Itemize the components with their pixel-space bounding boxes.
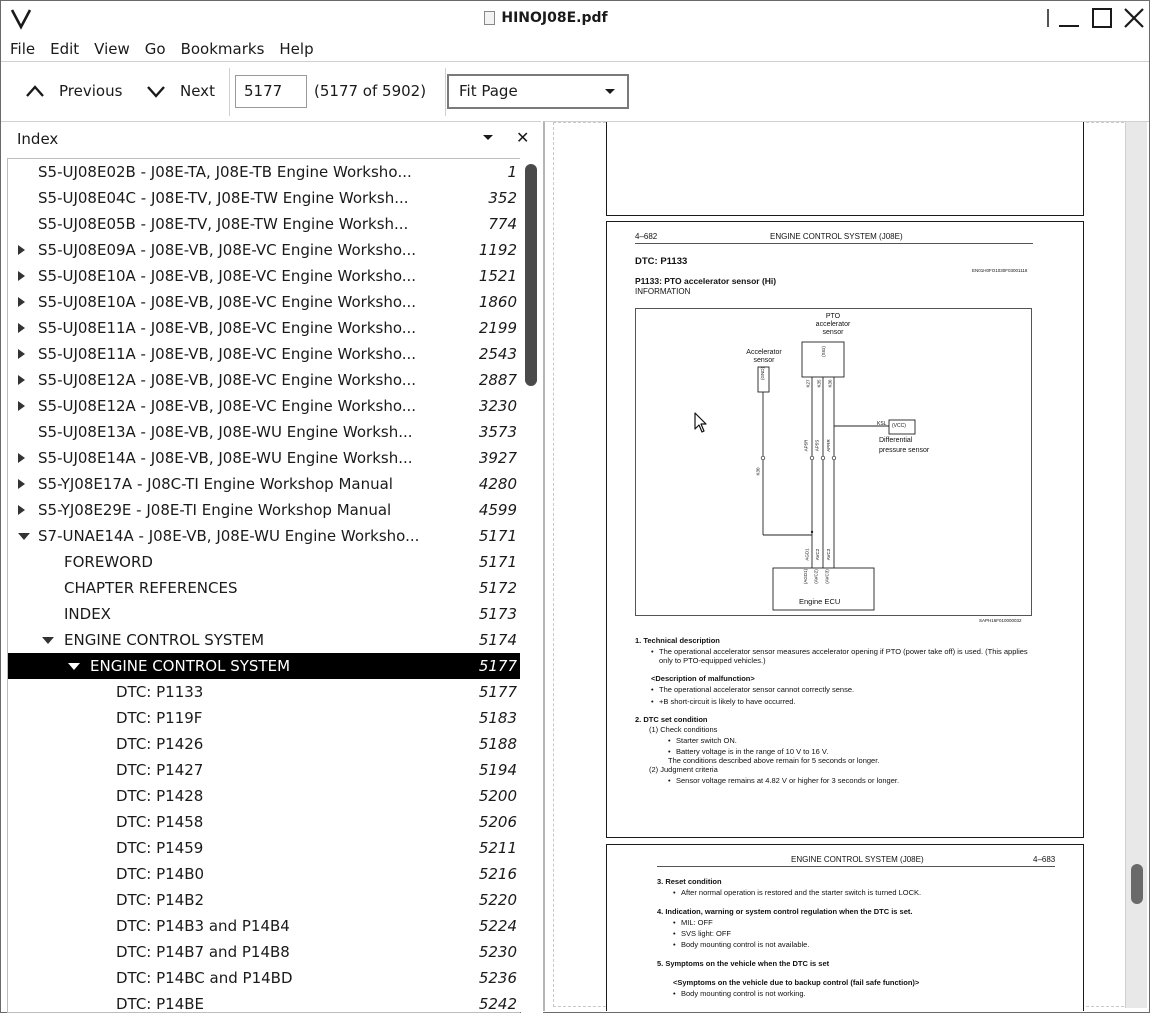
chevron-down-icon bbox=[146, 84, 166, 98]
sidebar-scrollbar-thumb[interactable] bbox=[525, 164, 537, 386]
index-row-label: DTC: P1426 bbox=[116, 735, 204, 753]
document-scrollbar[interactable] bbox=[1125, 122, 1147, 1008]
document-view[interactable] bbox=[543, 121, 1149, 1011]
index-row-page: 774 bbox=[488, 215, 517, 233]
index-tree-row[interactable] bbox=[8, 601, 520, 627]
wire-label: AVC2 bbox=[815, 548, 821, 561]
section-1-title: 1. Technical description bbox=[635, 636, 720, 645]
previous-label: Previous bbox=[59, 82, 123, 100]
toolbar bbox=[1, 61, 1149, 121]
index-tree-row[interactable] bbox=[8, 523, 520, 549]
pin-label: K35 bbox=[816, 379, 822, 388]
collapsed-triangle-icon[interactable] bbox=[18, 297, 25, 307]
bullet: • bbox=[673, 929, 676, 938]
page-frame bbox=[553, 122, 1129, 1007]
connector-dot bbox=[810, 456, 814, 460]
pin-label: K30 bbox=[755, 467, 761, 476]
next-label: Next bbox=[180, 82, 215, 100]
index-tree-row[interactable] bbox=[8, 367, 520, 393]
index-row-label: DTC: P1427 bbox=[116, 761, 204, 779]
index-tree-row[interactable] bbox=[8, 237, 520, 263]
index-row-label: ENGINE CONTROL SYSTEM bbox=[64, 631, 265, 649]
index-tree-row[interactable] bbox=[8, 679, 520, 705]
index-tree-row[interactable] bbox=[8, 705, 520, 731]
index-row-label: S5-UJ08E10A - J08E-VB, J08E-VC Engine Worksho... bbox=[38, 267, 417, 285]
ecu-pin-label: (AVC2) bbox=[813, 569, 819, 584]
index-tree-row[interactable] bbox=[8, 731, 520, 757]
index-row-page: 1192 bbox=[478, 241, 517, 259]
connector-dot bbox=[761, 456, 765, 460]
index-row-page: 5236 bbox=[478, 969, 517, 987]
previous-button[interactable] bbox=[25, 78, 122, 104]
index-row-page: 5177 bbox=[478, 657, 517, 675]
index-row-page: 5230 bbox=[478, 943, 517, 961]
menu-go[interactable]: Go bbox=[144, 40, 166, 58]
index-tree-row[interactable] bbox=[8, 185, 520, 211]
connector-dot bbox=[832, 456, 836, 460]
index-row-page: 5171 bbox=[478, 527, 517, 545]
diff-sensor-label: Differential pressure sensor bbox=[879, 437, 930, 454]
document-icon bbox=[484, 11, 495, 25]
minimize-icon[interactable] bbox=[1057, 6, 1081, 30]
index-row-label: S5-UJ08E10A - J08E-VB, J08E-VC Engine Worksho... bbox=[38, 293, 417, 311]
index-row-page: 5211 bbox=[478, 839, 517, 857]
index-row-label: DTC: P119F bbox=[116, 709, 203, 727]
index-tree-row[interactable] bbox=[8, 861, 520, 887]
menu-help[interactable]: Help bbox=[279, 40, 314, 58]
section-1-bullet-3: +B short-circuit is likely to have occurred. bbox=[659, 697, 796, 706]
index-tree-row[interactable] bbox=[8, 341, 520, 367]
ecu-label: Engine ECU bbox=[799, 597, 841, 606]
page-number-input[interactable]: 5177 bbox=[235, 75, 307, 108]
index-tree-row[interactable] bbox=[8, 783, 520, 809]
chevron-up-icon bbox=[25, 84, 45, 98]
index-row-label: DTC: P1459 bbox=[116, 839, 204, 857]
section-2-title: 2. DTC set condition bbox=[635, 715, 708, 724]
connector-dot bbox=[821, 456, 825, 460]
index-row-page: 3230 bbox=[478, 397, 517, 415]
index-row-page: 5220 bbox=[478, 891, 517, 909]
ecu-pin-label: (AVC3) bbox=[824, 569, 830, 584]
pdf-page-4-683 bbox=[606, 844, 1084, 1011]
mouse-cursor-icon bbox=[694, 412, 708, 434]
index-row-page: 5174 bbox=[478, 631, 517, 649]
index-row-page: 5183 bbox=[478, 709, 517, 727]
index-row-page: 1 bbox=[507, 163, 517, 181]
next-button[interactable] bbox=[146, 78, 215, 104]
wire-label: AP5S bbox=[814, 439, 820, 452]
index-tree-row[interactable] bbox=[8, 627, 520, 653]
index-row-label: DTC: P14B7 and P14B8 bbox=[116, 943, 290, 961]
section-2-bullet-1: Starter switch ON. bbox=[676, 736, 737, 745]
index-tree-row[interactable] bbox=[8, 497, 520, 523]
index-row-page: 1860 bbox=[478, 293, 517, 311]
figure-id: SAPH16F010000032 bbox=[979, 618, 1022, 623]
running-head: ENGINE CONTROL SYSTEM (J08E) bbox=[791, 855, 924, 864]
bullet: • bbox=[673, 888, 676, 897]
pin-label: K36 bbox=[827, 379, 833, 388]
index-row-page: 5188 bbox=[478, 735, 517, 753]
section-2-note: The conditions described above remain for 5 seconds or longer. bbox=[668, 756, 880, 765]
index-row-page: 5194 bbox=[478, 761, 517, 779]
document-scrollbar-thumb[interactable] bbox=[1131, 864, 1143, 904]
index-row-page: 4280 bbox=[478, 475, 517, 493]
sidebar-scrollbar[interactable] bbox=[521, 158, 543, 1013]
section-4-bullet-2: SVS light: OFF bbox=[681, 929, 732, 938]
menu-bookmarks[interactable]: Bookmarks bbox=[180, 40, 265, 58]
index-row-page: 5172 bbox=[478, 579, 517, 597]
wire-label: AGD1 bbox=[804, 548, 810, 561]
index-row-label: S5-UJ08E12A - J08E-VB, J08E-VC Engine Worksho... bbox=[38, 397, 417, 415]
index-row-label: S7-UNAE14A - J08E-VB, J08E-WU Engine Worksho... bbox=[38, 527, 420, 545]
bullet: • bbox=[673, 918, 676, 927]
junction-dot bbox=[811, 531, 813, 533]
expanded-triangle-icon[interactable] bbox=[42, 637, 54, 644]
collapsed-triangle-icon[interactable] bbox=[18, 479, 25, 489]
index-tree-row[interactable] bbox=[8, 575, 520, 601]
header-rule bbox=[635, 243, 1033, 244]
wiring-diagram bbox=[635, 308, 1032, 616]
index-row-label: DTC: P14B0 bbox=[116, 865, 205, 883]
expanded-triangle-icon[interactable] bbox=[68, 663, 80, 670]
toolbar-separator bbox=[229, 68, 230, 116]
sidebar-close-icon[interactable]: ✕ bbox=[516, 128, 530, 147]
index-row-page: 5216 bbox=[478, 865, 517, 883]
sidebar-mode-dropdown-icon[interactable] bbox=[483, 135, 493, 140]
index-row-page: 3573 bbox=[478, 423, 517, 441]
index-row-page: 5242 bbox=[478, 995, 517, 1013]
index-tree-row[interactable] bbox=[8, 445, 520, 471]
gnd-label: (GND) bbox=[760, 367, 765, 380]
page-number: 4–682 bbox=[635, 232, 658, 241]
window-title: HINOJ08E.pdf bbox=[501, 10, 608, 26]
zoom-select[interactable] bbox=[447, 74, 629, 109]
index-tree-row[interactable] bbox=[8, 887, 520, 913]
index-tree[interactable] bbox=[7, 158, 520, 1013]
section-5-subheading: <Symptoms on the vehicle due to backup control (fail safe function)> bbox=[673, 978, 920, 987]
index-row-page: 5224 bbox=[478, 917, 517, 935]
sig-label: (SIG) bbox=[820, 346, 826, 357]
index-row-label: INDEX bbox=[64, 605, 111, 623]
bullet: • bbox=[668, 736, 671, 745]
sidebar-title: Index bbox=[17, 130, 59, 148]
collapsed-triangle-icon[interactable] bbox=[18, 401, 25, 411]
title-bar bbox=[1, 1, 1149, 35]
index-row-page: 5200 bbox=[478, 787, 517, 805]
index-tree-row[interactable] bbox=[8, 263, 520, 289]
index-row-page: 1521 bbox=[478, 267, 517, 285]
menu-edit[interactable]: Edit bbox=[50, 40, 80, 58]
index-row-page: 5171 bbox=[478, 553, 517, 571]
index-tree-row[interactable] bbox=[8, 289, 520, 315]
toolbar-separator bbox=[445, 68, 446, 116]
index-row-label: S5-UJ08E11A - J08E-VB, J08E-VC Engine Worksho... bbox=[38, 345, 417, 363]
index-row-label: DTC: P1133 bbox=[116, 683, 204, 701]
dtc-subtitle: P1133: PTO accelerator sensor (Hi) bbox=[635, 276, 777, 286]
index-row-label: S5-UJ08E13A - J08E-VB, J08E-WU Engine Worksh... bbox=[38, 423, 413, 441]
index-row-label: DTC: P14BE bbox=[116, 995, 205, 1013]
index-row-label: S5-UJ08E02B - J08E-TA, J08E-TB Engine Workshо... bbox=[38, 163, 412, 181]
index-row-label: CHAPTER REFERENCES bbox=[64, 579, 238, 597]
bullet: • bbox=[673, 989, 676, 998]
index-row-label: S5-UJ08E11A - J08E-VB, J08E-VC Engine Worksho... bbox=[38, 319, 417, 337]
index-tree-row[interactable] bbox=[8, 211, 520, 237]
index-row-label: DTC: P14B3 and P14B4 bbox=[116, 917, 290, 935]
wire-label: APRR bbox=[825, 439, 831, 452]
index-row-label: ENGINE CONTROL SYSTEM bbox=[90, 657, 291, 675]
sidebar-header bbox=[1, 122, 541, 156]
index-row-page: 5173 bbox=[478, 605, 517, 623]
collapsed-triangle-icon[interactable] bbox=[18, 245, 25, 255]
bullet: • bbox=[651, 647, 654, 656]
index-row-label: DTC: P14B2 bbox=[116, 891, 205, 909]
section-2-bullet-2: Battery voltage is in the range of 10 V to 16 V. bbox=[676, 747, 829, 756]
menu-file[interactable]: File bbox=[10, 40, 36, 58]
wire-label: AP5R bbox=[803, 439, 809, 452]
section-3-bullet-1: After normal operation is restored and the starter switch is turned LOCK. bbox=[681, 888, 922, 897]
code-ref: EN01H0FO1030F03001118 bbox=[972, 268, 1028, 273]
index-row-label: S5-UJ08E04C - J08E-TV, J08E-TW Engine Worksh... bbox=[38, 189, 409, 207]
section-1-bullet-1: The operational accelerator sensor measures accelerator opening if PTO (power take off) is used. (This applies only to PTO-equipped vehicles.) bbox=[659, 647, 1028, 665]
collapsed-triangle-icon[interactable] bbox=[18, 505, 25, 515]
index-tree-row[interactable] bbox=[8, 991, 520, 1013]
index-tree-row[interactable] bbox=[8, 809, 520, 835]
collapsed-triangle-icon[interactable] bbox=[18, 453, 25, 463]
dropdown-arrow-icon bbox=[605, 89, 615, 94]
wiring-diagram-svg bbox=[636, 309, 1033, 617]
index-row-page: 2199 bbox=[478, 319, 517, 337]
index-row-label: S5-YJ08E29E - J08E-TI Engine Workshop Manual bbox=[38, 501, 392, 519]
index-tree-row[interactable] bbox=[8, 653, 520, 679]
section-5-title: 5. Symptoms on the vehicle when the DTC is set bbox=[657, 959, 830, 968]
sidebar bbox=[1, 121, 541, 1011]
index-row-page: 3927 bbox=[478, 449, 517, 467]
index-tree-row[interactable] bbox=[8, 419, 520, 445]
index-row-label: S5-YJ08E17A - J08C-TI Engine Workshop Manual bbox=[38, 475, 393, 493]
ecu-pin-label: (AGD1) bbox=[803, 568, 809, 585]
header-rule bbox=[657, 866, 1055, 867]
index-tree-row[interactable] bbox=[8, 939, 520, 965]
index-row-page: 5177 bbox=[478, 683, 517, 701]
check-conditions: (1) Check conditions bbox=[649, 725, 718, 734]
index-row-label: DTC: P1428 bbox=[116, 787, 204, 805]
wire-label: AVC3 bbox=[826, 548, 832, 561]
pdf-page-previous bbox=[606, 121, 1084, 216]
page-number: 4–683 bbox=[1033, 855, 1056, 864]
bullet: • bbox=[651, 697, 654, 706]
index-row-page: 5206 bbox=[478, 813, 517, 831]
running-head: ENGINE CONTROL SYSTEM (J08E) bbox=[770, 232, 903, 241]
collapsed-triangle-icon[interactable] bbox=[18, 349, 25, 359]
ksl-label: KSL bbox=[877, 421, 887, 427]
bullet: • bbox=[668, 747, 671, 756]
index-tree-row[interactable] bbox=[8, 549, 520, 575]
index-row-page: 4599 bbox=[478, 501, 517, 519]
bullet: • bbox=[673, 940, 676, 949]
section-4-title: 4. Indication, warning or system control regulation when the DTC is set. bbox=[657, 907, 913, 916]
dtc-title: DTC: P1133 bbox=[635, 256, 688, 267]
index-row-label: DTC: P14BC and P14BD bbox=[116, 969, 293, 987]
index-row-page: 2543 bbox=[478, 345, 517, 363]
index-tree-row[interactable] bbox=[8, 835, 520, 861]
collapsed-triangle-icon[interactable] bbox=[18, 271, 25, 281]
section-4-bullet-3: Body mounting control is not available. bbox=[681, 940, 810, 949]
pto-sensor-label: PTO accelerator sensor bbox=[815, 313, 851, 336]
pdf-page-4-682 bbox=[606, 221, 1084, 838]
maximize-icon[interactable] bbox=[1090, 6, 1114, 30]
index-tree-row[interactable] bbox=[8, 757, 520, 783]
section-3-title: 3. Reset condition bbox=[657, 877, 722, 886]
index-tree-row[interactable] bbox=[8, 471, 520, 497]
index-row-page: 352 bbox=[488, 189, 517, 207]
index-row-label: S5-UJ08E14A - J08E-VB, J08E-WU Engine Worksh... bbox=[38, 449, 413, 467]
index-tree-row[interactable] bbox=[8, 315, 520, 341]
menu-bar bbox=[1, 37, 1149, 61]
vcc-label: (VCC) bbox=[892, 423, 906, 429]
section-4-bullet-1: MIL: OFF bbox=[681, 918, 713, 927]
accel-sensor-label: Accelerator sensor bbox=[746, 349, 782, 364]
menu-view[interactable]: View bbox=[94, 40, 130, 58]
pin-label: K27 bbox=[805, 379, 811, 388]
collapsed-triangle-icon[interactable] bbox=[18, 323, 25, 333]
index-row-label: S5-UJ08E05B - J08E-TV, J08E-TW Engine Worksh... bbox=[38, 215, 409, 233]
collapsed-triangle-icon[interactable] bbox=[18, 375, 25, 385]
index-tree-row[interactable] bbox=[8, 393, 520, 419]
index-row-label: DTC: P1458 bbox=[116, 813, 204, 831]
expanded-triangle-icon[interactable] bbox=[18, 533, 30, 540]
index-tree-row[interactable] bbox=[8, 159, 520, 185]
index-tree-row[interactable] bbox=[8, 913, 520, 939]
index-tree-row[interactable] bbox=[8, 965, 520, 991]
information-label: INFORMATION bbox=[635, 287, 691, 296]
page-count: (5177 of 5902) bbox=[314, 82, 427, 100]
bullet: • bbox=[651, 685, 654, 694]
index-row-label: S5-UJ08E09A - J08E-VB, J08E-VC Engine Worksho... bbox=[38, 241, 417, 259]
malfunction-heading: <Description of malfunction> bbox=[651, 674, 755, 683]
judgment-criteria: (2) Judgment criteria bbox=[649, 765, 718, 774]
bullet: • bbox=[668, 776, 671, 785]
index-row-label: S5-UJ08E12A - J08E-VB, J08E-VC Engine Worksho... bbox=[38, 371, 417, 389]
index-row-page: 2887 bbox=[478, 371, 517, 389]
zoom-value: Fit Page bbox=[459, 82, 518, 100]
section-5-bullet-1: Body mounting control is not working. bbox=[681, 989, 806, 998]
section-1-bullet-2: The operational accelerator sensor cannot correctly sense. bbox=[659, 685, 855, 694]
index-row-label: FOREWORD bbox=[64, 553, 153, 571]
close-icon[interactable] bbox=[1122, 6, 1146, 30]
section-2-bullet-3: Sensor voltage remains at 4.82 V or higher for 3 seconds or longer. bbox=[676, 776, 900, 785]
